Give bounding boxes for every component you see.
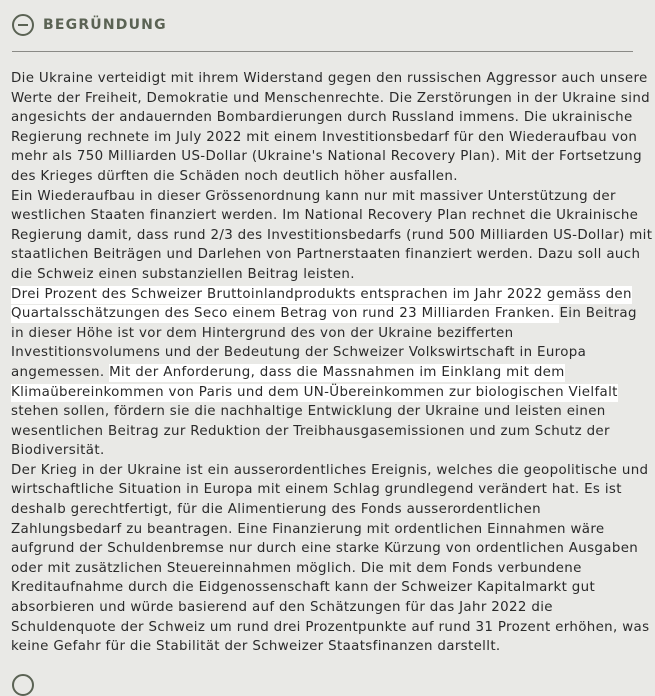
text-segment: des Krieges dürften die Schäden noch deutlich höher ausfallen. xyxy=(11,168,458,184)
text-line xyxy=(11,89,651,109)
highlighted-text: Drei Prozent des Schweizer Bruttoinlandprodukts entsprachen im Jahr 2022 gemäss den xyxy=(11,286,632,302)
text-segment: Der Krieg in der Ukraine ist ein ausserordentliches Ereignis, welches die geopolitische und xyxy=(11,462,649,478)
text-line xyxy=(11,245,641,265)
section-body-text xyxy=(11,69,653,657)
text-line xyxy=(11,147,641,167)
highlighted-text: Quartalsschätzungen des Seco einem Betrag von rund 23 Milliarden Franken. xyxy=(11,306,560,322)
text-line xyxy=(11,383,641,403)
highlighted-text: Mit der Anforderung, dass die Massnahmen im Einklang mit dem xyxy=(109,364,565,380)
text-segment: Regierung damit, dass rund 2/3 des Investitionsbedarfs (rund 500 Milliarden US-Dollar) mit xyxy=(11,227,653,243)
text-segment: wirtschaftliche Situation in Europa mit einem Schlag grundlegend verändert hat. Es ist xyxy=(11,482,622,498)
section-title: BEGRÜNDUNG xyxy=(43,17,167,33)
text-line xyxy=(11,520,641,540)
text-segment: wesentlichen Beitrag zur Reduktion der Treibhausgasemissionen und zum Schutz der xyxy=(11,423,610,439)
text-line xyxy=(11,206,641,226)
text-line xyxy=(11,441,641,461)
text-line xyxy=(11,500,641,520)
text-line xyxy=(11,343,641,363)
text-segment: staatlichen Beiträgen und Darlehen von Partnerstaaten finanziert werden. Dazu soll auch xyxy=(11,247,641,263)
next-section-toggle-icon[interactable] xyxy=(12,674,34,696)
text-line xyxy=(11,422,641,442)
text-line xyxy=(11,559,641,579)
text-line xyxy=(11,167,641,187)
text-line xyxy=(11,108,641,128)
text-segment: Regierung rechnete im July 2022 mit einem Investitionsbedarf für den Wiederaufbau von xyxy=(11,129,638,145)
text-line xyxy=(11,618,650,638)
text-segment: Kreditaufnahme durch die Eidgenossenschaft kann der Schweizer Kapitalmarkt gut xyxy=(11,580,596,596)
text-line xyxy=(11,69,648,89)
text-segment: keine Gefahr für die Stabilität der Schweizer Staatsfinanzen darstellt. xyxy=(11,639,501,655)
text-segment: stehen sollen, fördern sie die nachhaltige Entwicklung der Ukraine und leisten einen xyxy=(11,404,606,420)
text-line xyxy=(11,402,641,422)
text-line xyxy=(11,226,653,246)
text-segment: angesichts der andauernden Bombardierungen durch Russland immens. Die ukrainische xyxy=(11,110,633,126)
text-segment: aufgrund der Schuldenbremse nur durch eine starke Kürzung von ordentlichen Ausgaben xyxy=(11,541,639,557)
text-segment: mehr als 750 Milliarden US-Dollar (Ukraine's National Recovery Plan). Mit der Fortsetzung xyxy=(11,149,642,165)
text-segment: absorbieren und würde basierend auf den Schätzungen für das Jahr 2022 die xyxy=(11,600,553,616)
text-line xyxy=(11,637,641,657)
text-segment: Ein Beitrag xyxy=(559,306,637,322)
text-segment: Schuldenquote der Schweiz um rund drei Prozentpunkte auf rund 31 Prozent erhöhen, was xyxy=(11,619,650,635)
text-segment: Zahlungsbedarf zu beantragen. Eine Finanzierung mit ordentlichen Einnahmen wäre xyxy=(11,521,605,537)
section-header xyxy=(12,14,633,52)
text-line xyxy=(11,324,641,344)
text-line xyxy=(11,187,641,207)
text-segment: deshalb gerechtfertigt, für die Alimentierung des Fonds ausserordentlichen xyxy=(11,502,541,518)
text-segment: angemessen. xyxy=(11,364,110,380)
text-segment: oder mit zusätzlichen Steuereinnahmen möglich. Die mit dem Fonds verbundene xyxy=(11,560,582,576)
text-segment: Ein Wiederaufbau in dieser Grössenordnung kann nur mit massiver Unterstützung der xyxy=(11,188,616,204)
text-line xyxy=(11,461,649,481)
text-segment: westlichen Staaten finanziert werden. Im National Recovery Plan rechnet die Ukrainische xyxy=(11,208,639,224)
text-line xyxy=(11,285,641,305)
text-segment: Werte der Freiheit, Demokratie und Menschenrechte. Die Zerstörungen in der Ukraine sind xyxy=(11,90,651,106)
text-line xyxy=(11,304,641,324)
text-line xyxy=(11,128,641,148)
text-line xyxy=(11,265,641,285)
text-line xyxy=(11,363,641,383)
text-segment: Investitionsvolumens und der Bedeutung der Schweizer Volkswirtschaft in Europa xyxy=(11,345,587,361)
text-line xyxy=(11,480,641,500)
highlighted-text: Klimaübereinkommen von Paris und dem UN-Übereinkommen zur biologischen Vielfalt xyxy=(11,384,618,400)
text-line xyxy=(11,598,641,618)
text-segment: die Schweiz einen substanziellen Beitrag leisten. xyxy=(11,266,355,282)
text-segment: Biodiversität. xyxy=(11,443,105,459)
text-line xyxy=(11,578,641,598)
collapse-toggle-minus-icon[interactable] xyxy=(12,14,34,36)
text-line xyxy=(11,539,641,559)
text-segment: Die Ukraine verteidigt mit ihrem Widerstand gegen den russischen Aggressor auch unsere xyxy=(11,71,648,86)
text-segment: in dieser Höhe ist vor dem Hintergrund des von der Ukraine bezifferten xyxy=(11,325,514,341)
